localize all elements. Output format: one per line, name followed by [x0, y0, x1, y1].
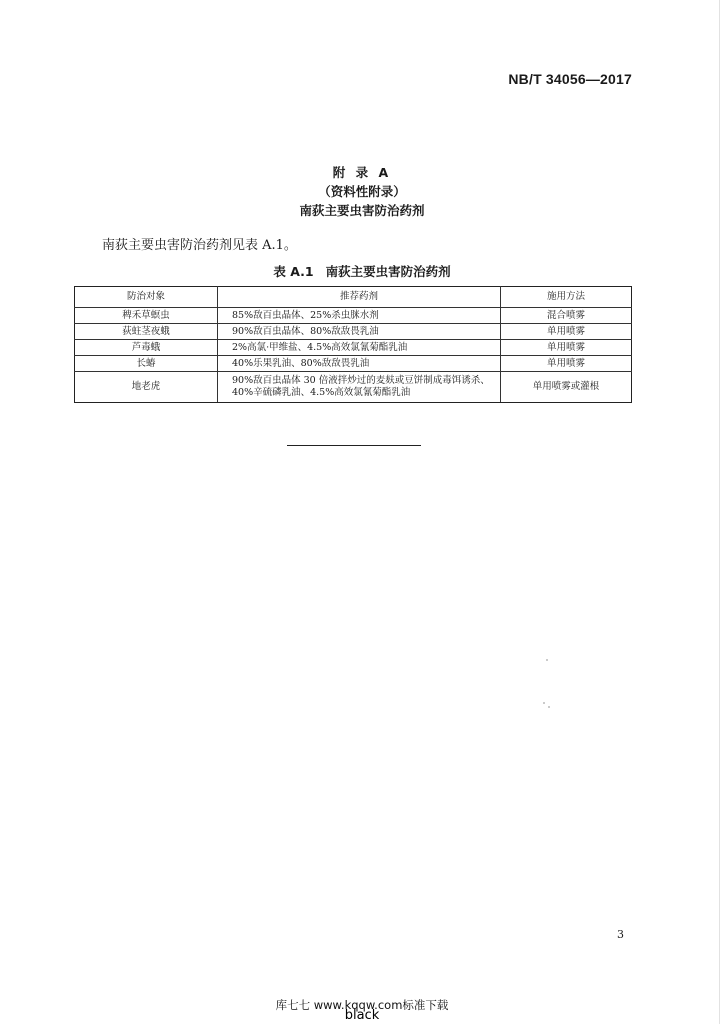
scan-speck: [546, 659, 548, 661]
header-agent: 推荐药剂: [218, 287, 501, 308]
table-row: [75, 324, 632, 340]
appendix-heading: [0, 163, 724, 220]
cell-target: 芦毒蛾: [75, 340, 218, 356]
cell-target: 长蝽: [75, 356, 218, 372]
cell-method: 单用喷雾: [501, 324, 632, 340]
scan-speck: [543, 702, 545, 704]
end-of-appendix-rule: [287, 445, 421, 446]
page-edge-line: [719, 0, 720, 1024]
cell-target: 荻蛀茎夜蛾: [75, 324, 218, 340]
table-row: [75, 356, 632, 372]
table-row: [75, 340, 632, 356]
cell-agent: 2%高氯·甲维盐、4.5%高效氯氰菊酯乳油: [218, 340, 501, 356]
cell-agent-line: 90%敌百虫晶体 30 倍液拌炒过的麦麸或豆饼制成毒饵诱杀、: [232, 375, 490, 386]
appendix-name: 南荻主要虫害防治药剂: [299, 203, 425, 218]
cell-agent: 40%乐果乳油、80%敌敌畏乳油: [218, 356, 501, 372]
header-target: 防治对象: [75, 287, 218, 308]
table-caption: [0, 262, 724, 280]
cell-method: 混合喷雾: [501, 308, 632, 324]
cell-agent: 90%敌百虫晶体、80%敌敌畏乳油: [218, 324, 501, 340]
cell-agent: [218, 372, 501, 403]
table-caption-title: 南荻主要虫害防治药剂: [325, 264, 451, 279]
page-number: 3: [617, 928, 624, 941]
header-method: 施用方法: [501, 287, 632, 308]
cell-method: 单用喷雾: [501, 356, 632, 372]
intro-paragraph: 南荻主要虫害防治药剂见表 A.1。: [102, 238, 297, 253]
appendix-type: （资料性附录）: [318, 184, 406, 199]
cell-agent-line: 40%辛硫磷乳油、4.5%高效氯氰菊酯乳油: [232, 387, 411, 398]
pest-control-table: [74, 286, 632, 403]
scan-speck: [548, 706, 550, 708]
appendix-title: 附 录 A: [332, 165, 392, 180]
cell-target: 稗禾草螟虫: [75, 308, 218, 324]
table-caption-number: 表 A.1: [273, 264, 314, 279]
watermark-sub-text: black: [344, 1008, 380, 1023]
table-row: [75, 372, 632, 403]
cell-method: 单用喷雾: [501, 340, 632, 356]
cell-method: 单用喷雾或灌根: [501, 372, 632, 403]
table-header-row: [75, 287, 632, 308]
cell-agent: 85%敌百虫晶体、25%杀虫脒水剂: [218, 308, 501, 324]
cell-target: 地老虎: [75, 372, 218, 403]
site-watermark: 库七七 www.kqqw.com标准下载: [275, 998, 449, 1012]
table-row: [75, 308, 632, 324]
standard-number: NB/T 34056—2017: [508, 71, 632, 87]
